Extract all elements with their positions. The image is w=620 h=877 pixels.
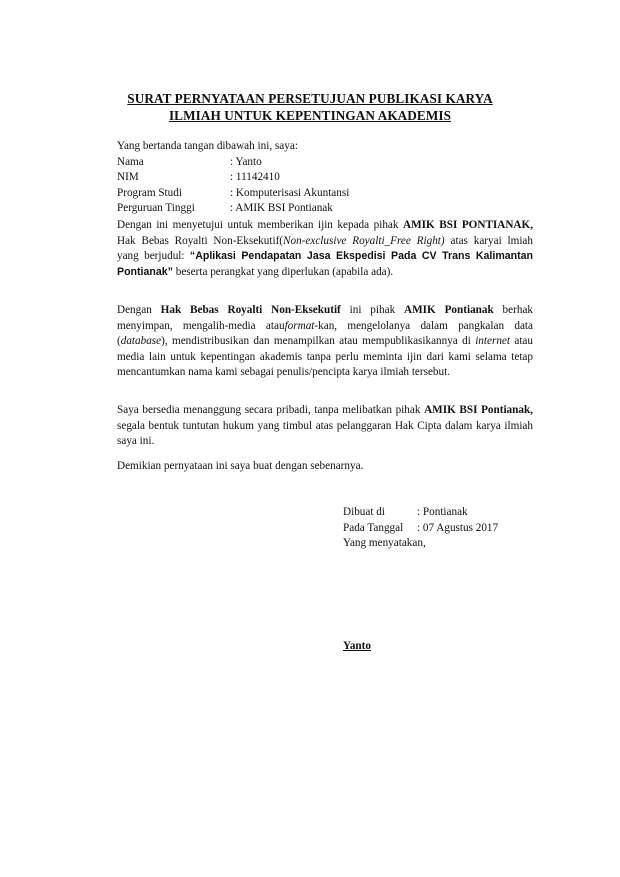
- text-run: Dengan: [117, 304, 161, 316]
- italic-term: database: [120, 335, 162, 347]
- consent-paragraph: [117, 218, 533, 280]
- license-term: Non-exclusive Royalti_Free Right): [283, 234, 445, 247]
- institution-name: AMIK BSI Pontianak,: [424, 404, 533, 416]
- institution-name: AMIK Pontianak: [404, 304, 494, 316]
- identity-label: NIM: [117, 171, 139, 183]
- signer-name: Yanto: [343, 640, 371, 652]
- signature-value: : Pontianak: [417, 506, 468, 518]
- text-run: segala bentuk tuntutan hukum yang timbul atas pelanggaran Hak Cipta dalam karya ilmiah saya ini.: [117, 419, 533, 447]
- text-run: beserta perangkat yang diperlukan (apabila ada).: [172, 265, 394, 278]
- liability-paragraph: [117, 403, 533, 450]
- text-run: Saya bersedia menanggung secara pribadi, tanpa melibatkan pihak: [117, 404, 425, 416]
- text-run: ini pihak: [340, 304, 405, 316]
- signature-label: Pada Tanggal: [343, 521, 404, 534]
- text-run: ), mendistribusikan dan menampilkan atau mempublikasikannya di: [161, 335, 476, 347]
- intro-text: Yang bertanda tangan dibawah ini, saya:: [117, 140, 298, 152]
- text-run: Dengan ini menyetujui untuk memberikan ijin kepada pihak: [117, 219, 404, 231]
- identity-value: : 11142410: [230, 171, 280, 183]
- page-title: [90, 90, 530, 124]
- license-term: Hak Bebas Royalti Non-Eksekutif: [160, 304, 341, 316]
- italic-term: format: [284, 319, 315, 332]
- title-line-1: SURAT PERNYATAAN PERSETUJUAN PUBLIKASI KARYA: [127, 91, 493, 106]
- closing-paragraph: Demikian pernyataan ini saya buat dengan sebenarnya.: [117, 460, 364, 472]
- text-run: atas karyai lmiah yang berjudul:: [117, 234, 533, 262]
- identity-row-name: [117, 155, 533, 171]
- text-run: Hak Bebas Royalti Non-Eksekutif(: [117, 234, 284, 247]
- italic-term: internet: [475, 335, 511, 347]
- identity-row-nim: [117, 170, 533, 186]
- title-line-2: ILMIAH UNTUK KEPENTINGAN AKADEMIS: [168, 108, 452, 123]
- institution-name: AMIK BSI PONTIANAK,: [403, 219, 533, 231]
- identity-label: Perguruan Tinggi: [117, 202, 195, 214]
- signature-value: : 07 Agustus 2017: [417, 521, 499, 534]
- identity-value: : Yanto: [230, 155, 262, 168]
- signature-statement: Yang menyatakan,: [343, 537, 426, 549]
- text-run: atau media lain untuk kepentingan akademis tanpa perlu meminta ijin dari kami selama tetap mencantumkan nama kami sebagai penulis/pencipta karya ilmiah tersebut.: [117, 335, 533, 378]
- identity-section: [117, 139, 533, 217]
- signature-place-row: [343, 505, 498, 521]
- identity-value: : AMIK BSI Pontianak: [230, 202, 333, 214]
- text-run: berhak menyimpan, mengalih-media atau: [117, 304, 533, 332]
- identity-value: : Komputerisasi Akuntansi: [230, 186, 350, 199]
- identity-label: Nama: [117, 155, 144, 168]
- rights-paragraph: [117, 303, 533, 381]
- text-run: -kan, mengelolanya dalam pangkalan data (: [117, 319, 533, 347]
- signature-date-row: [343, 521, 498, 537]
- signature-label: Dibuat di: [343, 506, 385, 518]
- identity-row-university: [117, 201, 533, 217]
- identity-row-program: [117, 186, 533, 202]
- identity-label: Program Studi: [117, 186, 182, 199]
- work-title: “Aplikasi Pendapatan Jasa Ekspedisi Pada CV Trans Kalimantan Pontianak”: [117, 250, 533, 278]
- signature-block: [343, 505, 498, 552]
